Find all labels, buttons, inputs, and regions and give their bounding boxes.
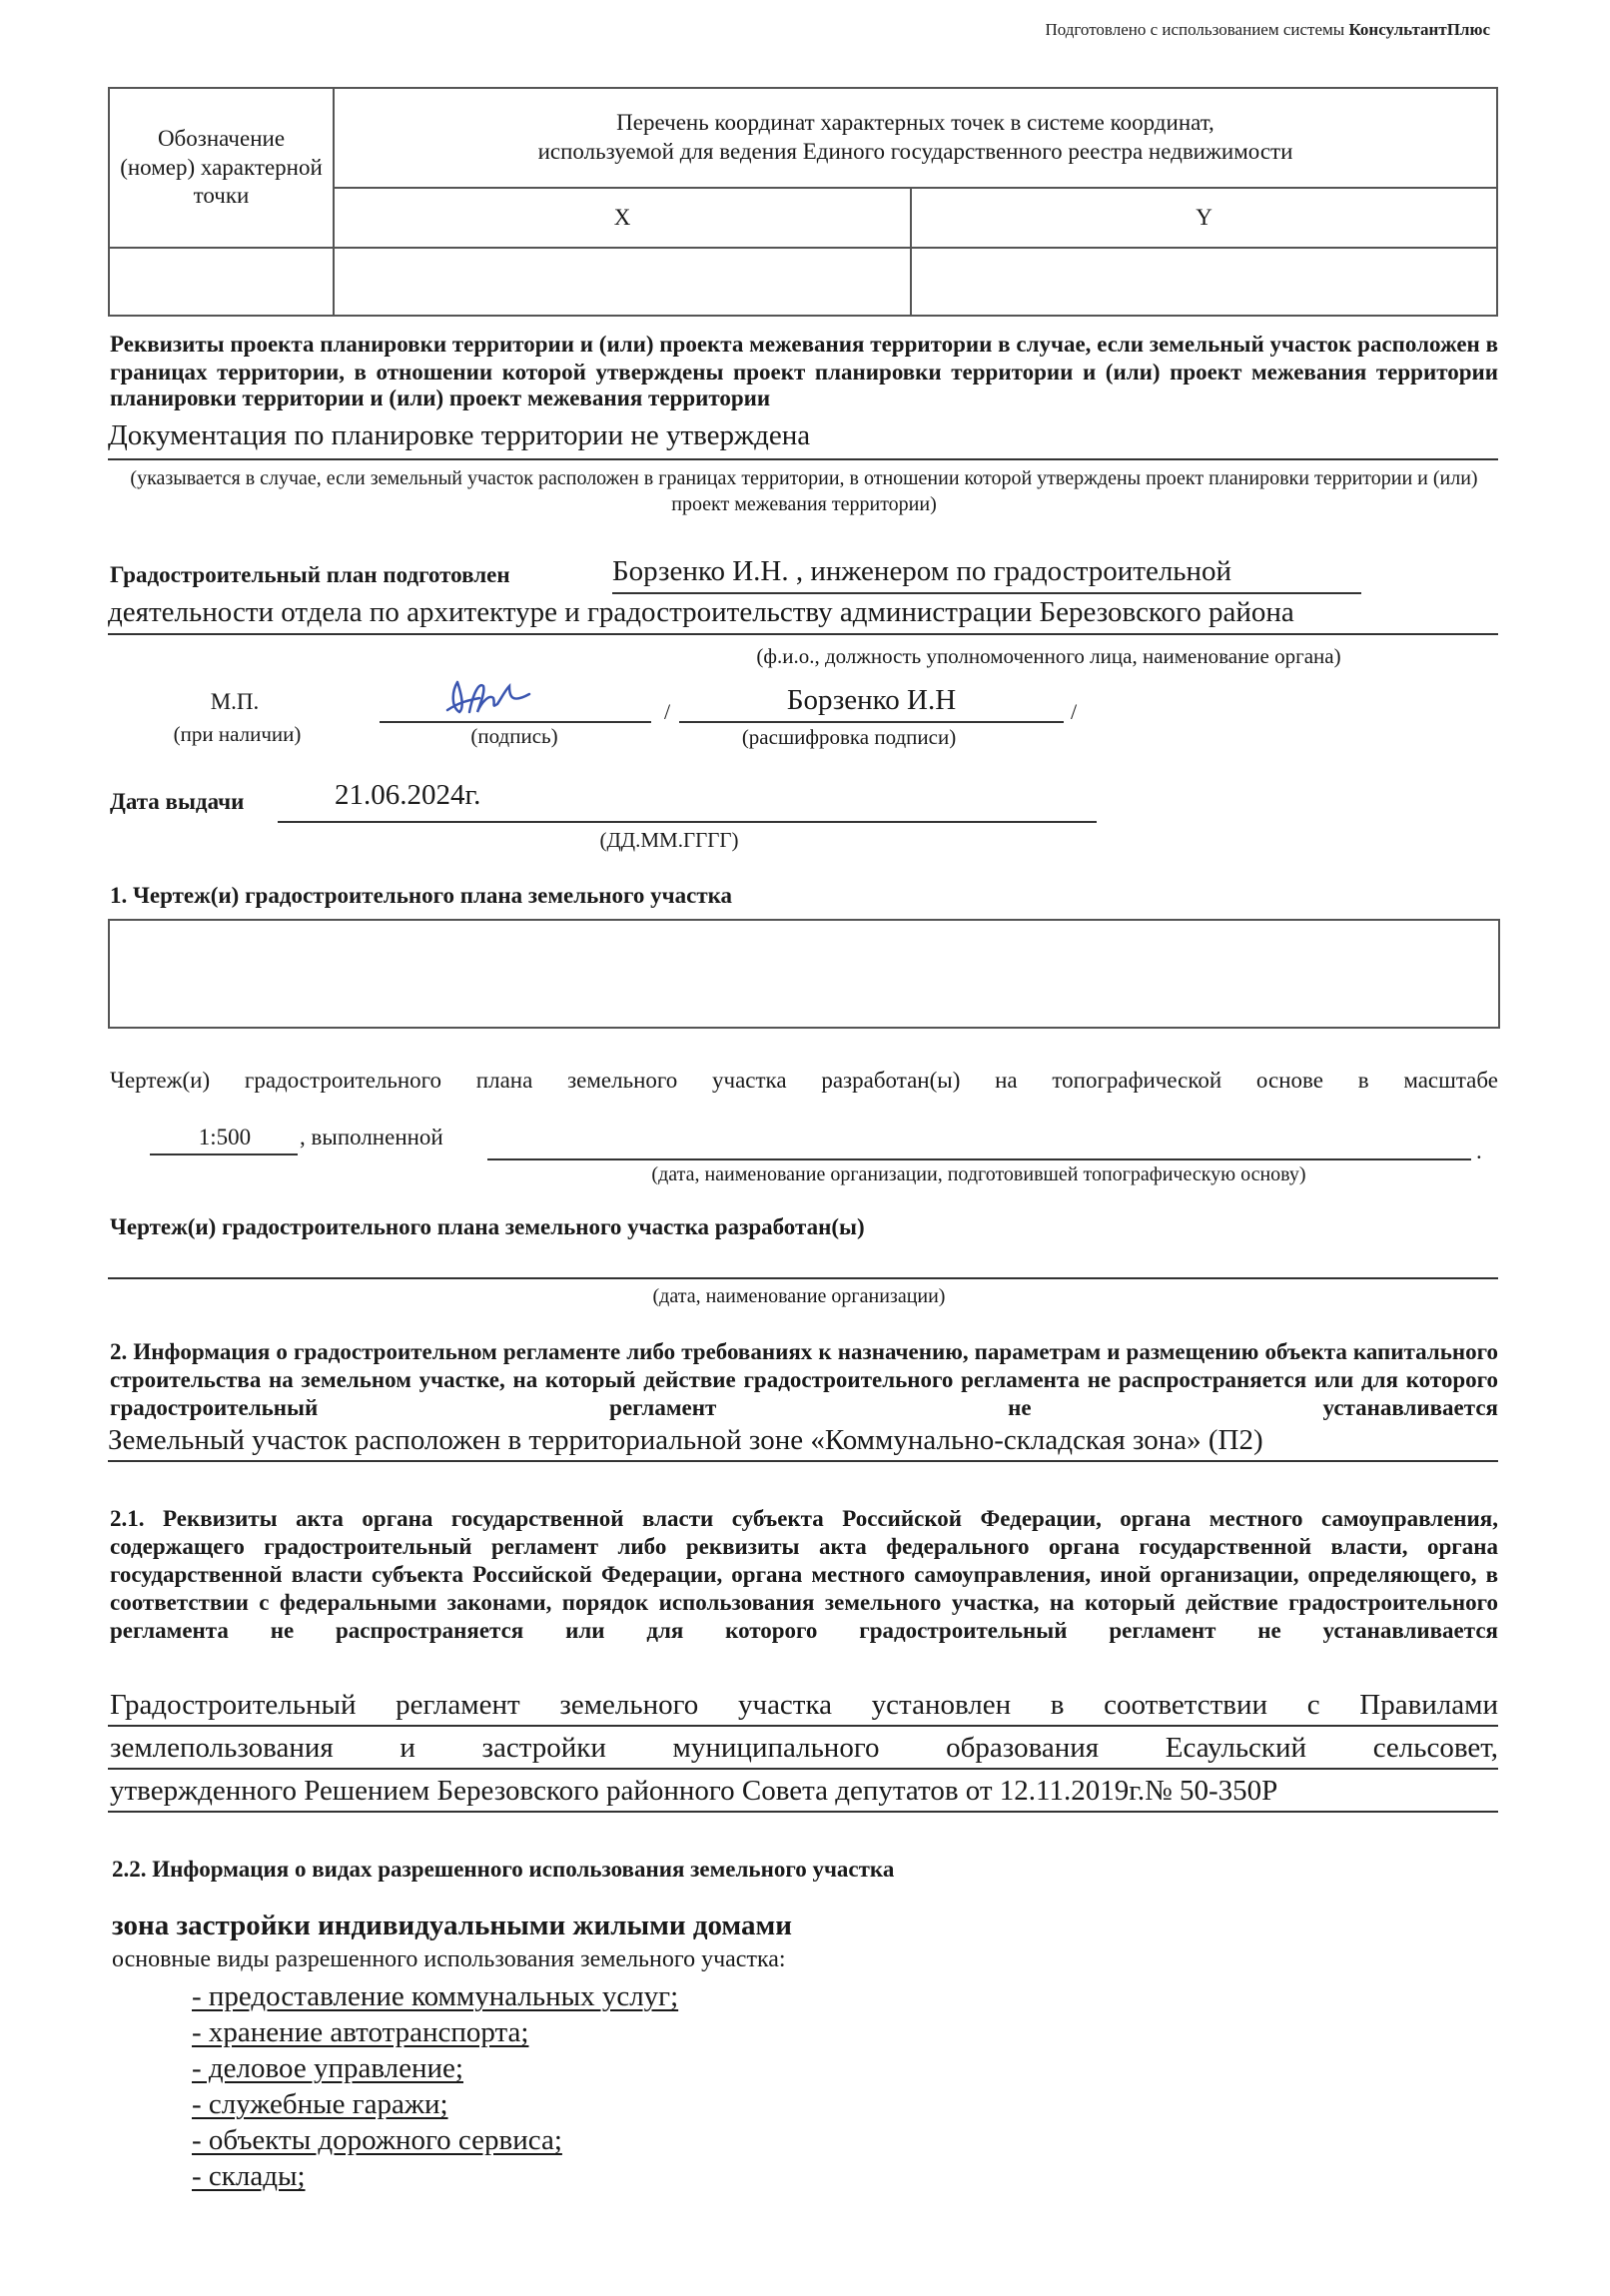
scale-underline bbox=[150, 1153, 298, 1155]
topo-caption: (дата, наименование организации, подготовившей топографическую основу) bbox=[651, 1163, 1306, 1185]
prepared-by-label: Градостроительный план подготовлен bbox=[110, 562, 510, 587]
prepared-by-value-line1: Борзенко И.Н. , инженером по градостроительной bbox=[612, 555, 1232, 587]
coords-header-line2: используемой для ведения Единого государственного реестра недвижимости bbox=[537, 139, 1293, 164]
prepared-by-caption: (ф.и.о., должность уполномоченного лица, наименование органа) bbox=[756, 644, 1341, 668]
x-cell bbox=[334, 248, 911, 316]
y-cell bbox=[911, 248, 1497, 316]
coords-list-header bbox=[334, 88, 1497, 188]
developed-underline bbox=[108, 1277, 1498, 1279]
signature-separator-end: / bbox=[1071, 699, 1078, 724]
issue-date-underline bbox=[278, 821, 1097, 823]
prepared-by-line2b: и градостроительству администрации Березовского района bbox=[556, 596, 1294, 628]
decoded-name: Борзенко И.Н bbox=[786, 684, 957, 716]
section2-heading: 2. Информация о градостроительном регламенте либо требованиях к назначению, параметрам и размещению объекта капитального строительства на земельном участке, на который действие градостроительного регламента не распространяется или для которого градостроительный регламент не устанавливается bbox=[110, 1339, 1498, 1420]
use-item: - служебные гаражи; bbox=[192, 2088, 448, 2120]
section2-1-value-line1: Градостроительный регламент земельного участка установлен в соответствии с Правилами bbox=[110, 1689, 1498, 1721]
issue-date-label: Дата выдачи bbox=[110, 789, 245, 814]
section2-1-underline1 bbox=[108, 1725, 1498, 1727]
signature-caption: (подпись) bbox=[470, 724, 558, 748]
prepared-by-underline1 bbox=[612, 592, 1361, 594]
use-item: - деловое управление; bbox=[192, 2052, 463, 2084]
y-header: Y bbox=[911, 188, 1497, 248]
zone-title: зона застройки индивидуальными жилыми домами bbox=[112, 1910, 792, 1941]
point-cell bbox=[109, 248, 334, 316]
use-item: - объекты дорожного сервиса; bbox=[192, 2124, 562, 2156]
main-uses-label: основные виды разрешенного использования земельного участка: bbox=[112, 1946, 786, 1972]
note-brand: КонсультантПлюс bbox=[1348, 20, 1490, 39]
scale-text: Чертеж(и) градостроительного плана земельного участка разработан(ы) на топографической основе в масштабе bbox=[110, 1068, 1498, 1093]
use-item: - предоставление коммунальных услуг; bbox=[192, 1980, 679, 2012]
consultant-plus-note bbox=[1045, 20, 1490, 40]
table-row bbox=[109, 248, 1497, 316]
note-prefix: Подготовлено с использованием системы bbox=[1045, 20, 1349, 39]
section2-value: Земельный участок расположен в территориальной зоне «Коммунально-складская зона» (П2) bbox=[108, 1424, 1263, 1456]
section2-1-underline3 bbox=[108, 1811, 1498, 1813]
planning-project-value: Документация по планировке территории не утверждена bbox=[108, 419, 811, 451]
prepared-by-line2a: деятельности отдела по архитектуре bbox=[108, 596, 557, 628]
planning-project-underline bbox=[108, 458, 1498, 460]
decoded-name-caption: (расшифровка подписи) bbox=[741, 725, 957, 749]
planning-project-heading-tail: планировки территории и (или) проект межевания территории bbox=[110, 385, 771, 410]
issue-date-value: 21.06.2024г. bbox=[335, 779, 481, 811]
topo-basis-underline bbox=[487, 1158, 1471, 1160]
section1-heading: 1. Чертеж(и) градостроительного плана земельного участка bbox=[110, 883, 733, 908]
use-item: - склады; bbox=[192, 2160, 306, 2192]
drawing-box bbox=[108, 919, 1500, 1029]
performed-label: , выполненной bbox=[300, 1125, 443, 1149]
use-item: - хранение автотранспорта; bbox=[192, 2016, 529, 2048]
coordinates-table bbox=[108, 87, 1498, 317]
point-designation-header: Обозначение (номер) характерной точки bbox=[109, 88, 334, 248]
section2-1-value-line2: землепользования и застройки муниципального образования Есаульский сельсовет, bbox=[110, 1732, 1498, 1764]
prepared-by-value-line2 bbox=[108, 595, 1294, 629]
signature-separator: / bbox=[664, 699, 671, 724]
stamp-caption: (при наличии) bbox=[173, 722, 302, 746]
prepared-by-underline2 bbox=[108, 633, 1498, 635]
x-header: X bbox=[334, 188, 911, 248]
section2-1-value-line3: утвержденного Решением Березовского районного Совета депутатов от 12.11.2019г.№ 50-350Р bbox=[110, 1775, 1278, 1807]
issue-date-caption: (ДД.ММ.ГГГГ) bbox=[599, 828, 739, 852]
planning-project-heading bbox=[110, 331, 1498, 386]
topo-period: . bbox=[1476, 1139, 1482, 1163]
decoded-name-underline bbox=[679, 721, 1064, 723]
coords-header-line1: Перечень координат характерных точек в системе координат, bbox=[616, 110, 1214, 136]
planning-project-heading-text: Реквизиты проекта планировки территории и (или) проекта межевания территории в случае, если земельный участок расположен в границах территории, в отношении которой утверждены проект планировки территории и (или) проект межевания территории bbox=[110, 332, 1498, 384]
developed-caption: (дата, наименование организации) bbox=[652, 1285, 946, 1307]
section2-underline bbox=[108, 1460, 1498, 1462]
planning-project-caption: (указывается в случае, если земельный участок расположен в границах территории, в отношении которой утверждены проект планировки территории и (или) проект межевания территории) bbox=[130, 467, 1478, 515]
section2-1-heading: 2.1. Реквизиты акта органа государственной власти субъекта Российской Федерации, органа местного самоуправления, содержащего градостроительный регламент либо реквизиты акта федерального органа государственной власти, органа государственной власти субъекта Российской Федерации, органа местного самоуправления, иной организации, определяющего, в соответствии с федеральными законами, порядок использования земельного участка, на который действие градостроительного регламента не распространяется или для которого градостроительный регламент не устанавливается bbox=[110, 1506, 1498, 1643]
section2-1-underline2 bbox=[108, 1768, 1498, 1770]
stamp-label: М.П. bbox=[210, 689, 260, 714]
developed-heading: Чертеж(и) градостроительного плана земельного участка разработан(ы) bbox=[110, 1214, 865, 1239]
scale-value: 1:500 bbox=[198, 1125, 252, 1149]
section2-2-heading: 2.2. Информация о видах разрешенного использования земельного участка bbox=[112, 1857, 895, 1882]
